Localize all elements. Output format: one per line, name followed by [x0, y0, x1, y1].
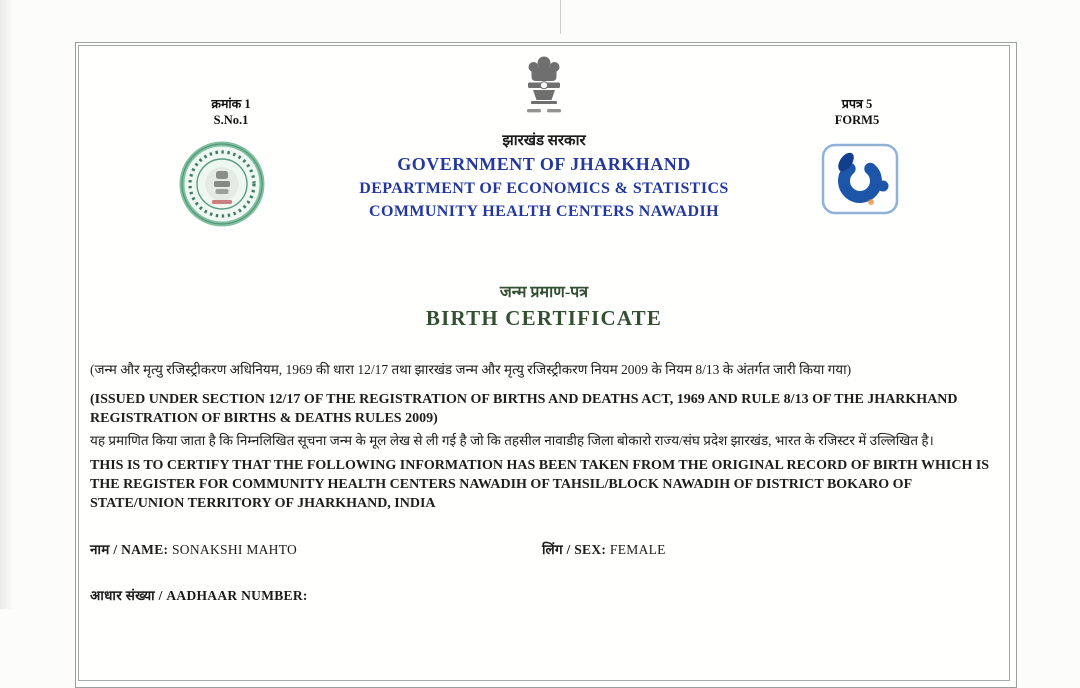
aadhaar-label: आधार संख्या / AADHAAR NUMBER: — [90, 588, 308, 603]
document-border — [78, 45, 1010, 681]
certify-text-english: THIS IS TO CERTIFY THAT THE FOLLOWING INFORMATION HAS BEEN TAKEN FROM THE ORIGINAL RECORD OF BIRTH WHICH IS THE REGISTER FOR COMMUNITY HEALTH CENTERS NAWADIH OF TAHSIL/BLOCK NAWADIH OF DISTRICT BOKARO OF STATE/UNION TERRITORY OF JHARKHAND, INDIA — [90, 458, 990, 511]
form-number-hindi: प्रपत्र 5 — [841, 97, 873, 111]
sex-value: FEMALE — [609, 542, 666, 557]
certificate-title: BIRTH CERTIFICATE — [425, 306, 663, 330]
office-title: COMMUNITY HEALTH CENTERS NAWADIH — [369, 203, 719, 220]
certificate-title-hindi: जन्म प्रमाण-पत्र — [499, 284, 589, 301]
scan-edge-shadow — [0, 0, 14, 609]
serial-number: S.No.1 — [213, 113, 249, 127]
form-number-block — [797, 96, 917, 128]
serial-number-block — [171, 96, 291, 128]
department-title: DEPARTMENT OF ECONOMICS & STATISTICS — [359, 180, 729, 197]
certify-text-hindi: यह प्रमाणित किया जाता है कि निम्नलिखित सूचना जन्म के मूल लेख से ली गई है जो कि तहसील नावाडीह जिला बोकारो राज्य/संघ प्रदेश झारखंड, भारत के रजिस्टर में उल्लिखित है। — [90, 433, 934, 448]
sex-field — [542, 540, 666, 558]
issued-under-english: (ISSUED UNDER SECTION 12/17 OF THE REGISTRATION OF BIRTHS AND DEATHS ACT, 1969 AND RULE 8/13 OF THE JHARKHAND REGISTRATION OF BIRTHS & DEATHS RULES 2009) — [90, 392, 958, 426]
name-field — [90, 540, 297, 558]
ashoka-emblem-icon — [522, 54, 566, 118]
aadhaar-field — [90, 586, 308, 604]
serial-number-hindi: क्रमांक 1 — [211, 97, 251, 111]
government-title: GOVERNMENT OF JHARKHAND — [397, 154, 691, 174]
name-label: नाम / NAME: — [90, 542, 169, 557]
certificate-document — [75, 42, 1017, 688]
fold-mark — [560, 0, 561, 34]
sex-label: लिंग / SEX: — [542, 542, 607, 557]
form-number: FORM5 — [834, 113, 880, 127]
issued-under-hindi: (जन्म और मृत्यु रजिस्ट्रीकरण अधिनियम, 1969 की धारा 12/17 तथा झारखंड जन्म और मृत्यु रजिस्ट्रीकरण नियम 2009 के नियम 8/13 के अंतर्गत जारी किया गया) — [90, 362, 852, 377]
government-title-hindi: झारखंड सरकार — [502, 133, 586, 149]
name-value: SONAKSHI MAHTO — [172, 542, 298, 557]
